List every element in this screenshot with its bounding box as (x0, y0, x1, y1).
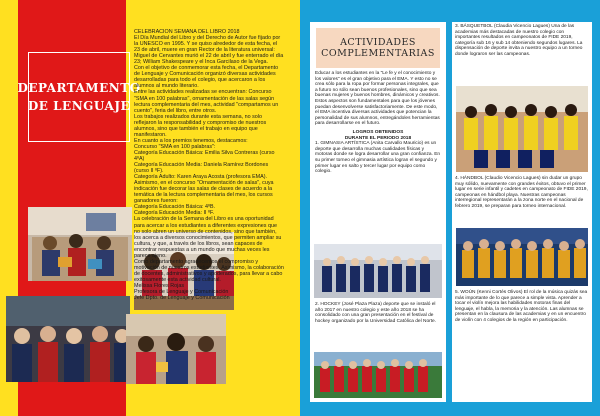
gimnasia-text: 1. GIMNASIA ARTÍSTICA (Anita Carvallo Mauricio) es un deporte que desarrolla muchas cualidades físicas y motoras donde se logra desarrollar una gran confianza. En su primer torneo el gimnasia artística logran el segundo y primer lugar en salto y tercer lugar por equipo como colegio. (315, 141, 441, 175)
handbol-text-block (452, 174, 592, 212)
intro-paragraph: Estos aspectos son fundamentales para que los jóvenes puedan desenvolverse satisfactoriamente. De este modo, el EMA incentiva diversas actividades que potencian la personalidad de sus alumnos, entregándoles herramientas para desarrollarse en el futuro. (315, 98, 440, 127)
right-page-title: ACTIVIDADES COMPLEMENTARIAS (321, 37, 435, 59)
intro-text (312, 71, 444, 175)
left-paragraph: Categoría Adulto: Karen Araya Acosta (profesora EMA). (134, 174, 268, 181)
photo-basketball (456, 86, 588, 172)
right-column-2 (452, 22, 592, 402)
basquetbol-text-block (452, 22, 592, 60)
logros-subheading: DURANTE EL PERIODO 2018 (344, 135, 412, 141)
intro-paragraph: Educar a los estudiantes en la "Le fe y el conocimiento y los valores" es el gran objetivo para el EMA. Y esto no se crea sólo para la ropa por formar personas integrales, que a futuro no sólo sean buenos profesionales, sino que sea buenas mujeres y buenos hombres, dinámicos y creativos. (315, 71, 440, 99)
left-signature-dept: Jefe Dpto. de Lenguaje y Comunicación (134, 295, 230, 302)
woun-text-block (452, 288, 592, 326)
left-paragraph: Concurso "SMA en 100 palabras": (134, 143, 216, 150)
hockey-text: 2. HOCKEY (José Plaza Plaza) deporte que se instaló el año 2017 en nuestro colegio y este año 2018 se ha consolidado con una gran presentación en el festival de hockey organizado por la Universidad Católica del Norte. (315, 302, 437, 324)
photo-gymnastics (314, 244, 442, 298)
left-paragraph: Como departamento agradecemos el compromiso y motivación de nuestros estudiantes. Asimismo, la colaboración de docentes, administrativos y apoderados, para llevar a cabo exitosamente esta actividad cultural. (134, 258, 284, 283)
left-paragraph: Categoría Educación Básica: Emilia Silva Contreras (curso 4ºA) (134, 149, 275, 162)
left-page-title: DEPARTAMENTO DE LENGUAJE (17, 81, 141, 113)
woun-text: 5. WOÚN (Kenni Cortés Olivos) El rol de la música quizás sea más importante de lo que parece a simple vista. Aprender a tocar el violín mejora las habilidades motoras finas del lenguaje, el habla, la memoria y la atención. Las alumnas se presentan en la clausura de las academias y en un encuentro de violín con 4 colegios de la región en participación. (455, 290, 588, 323)
left-paragraph: Categoría Educación Media: Daniela Ramírez Bordones (curso II ºF). (134, 162, 269, 175)
hockey-text-block (312, 302, 444, 324)
left-paragraph: Asimismo, en el concurso "Ornamentación de salas", cuya indicación fue decorar las salas de clases de acuerdo a la temática de la lectura complementaria del mes, los cursos ganadores fueron: (134, 180, 274, 205)
left-paragraph: Los trabajos realizados durante esta semana, no solo reflejaron la responsabilidad y compromiso de nuestros alumnos, sino que también el trabajo en equipo que manifestaron. (134, 113, 267, 138)
photo-students-books (28, 207, 132, 281)
left-paragraph: La celebración de la Semana del Libro es una oportunidad para acercar a los estudiantes a diferentes expresiones que no solo abren un universo de contenidos, sino que también, los acerca a diversos conocimientos, que permiten ampliar su cultura, y que, a través de los libros, sean capaces de encontrar respuestas a un mundo que muchas veces les parece ajeno. (134, 216, 282, 259)
photo-hockey (314, 352, 442, 398)
left-paragraph: Categoría Educación Media: II ºF. (134, 210, 215, 217)
photo-handball (456, 228, 588, 286)
right-column-1 (310, 22, 446, 402)
left-paragraph: Con el objetivo de conmemorar esta fecha, el Departamento de Lenguaje y Comunicación organizó diversas actividades desarrolladas para todo el colegio, que acercaron a los alumnos al mundo literario. (134, 65, 279, 90)
right-page (300, 0, 600, 416)
photo-group-event (6, 296, 130, 382)
left-signature-role: Profesora de Lenguaje y Comunicación (134, 289, 229, 296)
left-signature-name: Melissa Flores Rojas (134, 282, 185, 289)
left-paragraph: CELEBRACIÓN SEMANA DEL LIBRO 2018 (134, 29, 240, 35)
left-paragraph: El Día Mundial del Libro y del Derecho de Autor fue fijado por la UNESCO en 1995. Y se quiso alrededor de esta fecha, el 23 de abril, muere en gran Rector de la literatura universal: Miguel de Cervantes murió el 22 de abril y fue enterrado el día 23; William Shakespeare y el Inca Garcilaso de la Vega. (134, 35, 284, 66)
basquetbol-text: 3. BÁSQUETBOL (Claudia Vicencio Lagues) Una de las academias más destacadas de nuestro colegio con importantes resultados en campeonatos de FIDE 2019, categoría sub 16 y sub 14 obteniendo segundos lugares. La dispensación de deporte invita a nuestro equipo a un torneo donde lograron ser las campeonas. (455, 24, 583, 57)
left-paragraph: Categoría Educación Básica: 4ºB. (134, 204, 216, 211)
left-paragraph: En cuanto a los premios tenemos, destacamos: (134, 137, 248, 144)
handbol-text: 4. HÁNDBOL (Claudio Vicencio Lagues) sin dudar un grupo muy sólido, nuevamente con grandes éxitos, obtuvo el primer lugar en serie infantil y cadetes en campeonato de FIDE 2019, campeonas en hándbol playa. Nuestras campeonas interregional representarán a la zona norte en el nacional de febrero 2019, se preparan para torneo internacional. (455, 176, 588, 209)
title-box (17, 52, 141, 142)
left-paragraph: Entre las actividades realizadas se encuentran: Concurso "SMA en 100 palabras", ornamentación de las salas según lectura complementaria del mes, actividad "compartamos un cuento", feria del libro, entre otros. (134, 89, 279, 114)
left-article-text (134, 29, 284, 409)
logros-heading: LOGROS OBTENIDOS (352, 129, 404, 135)
activities-title-box (316, 28, 440, 68)
